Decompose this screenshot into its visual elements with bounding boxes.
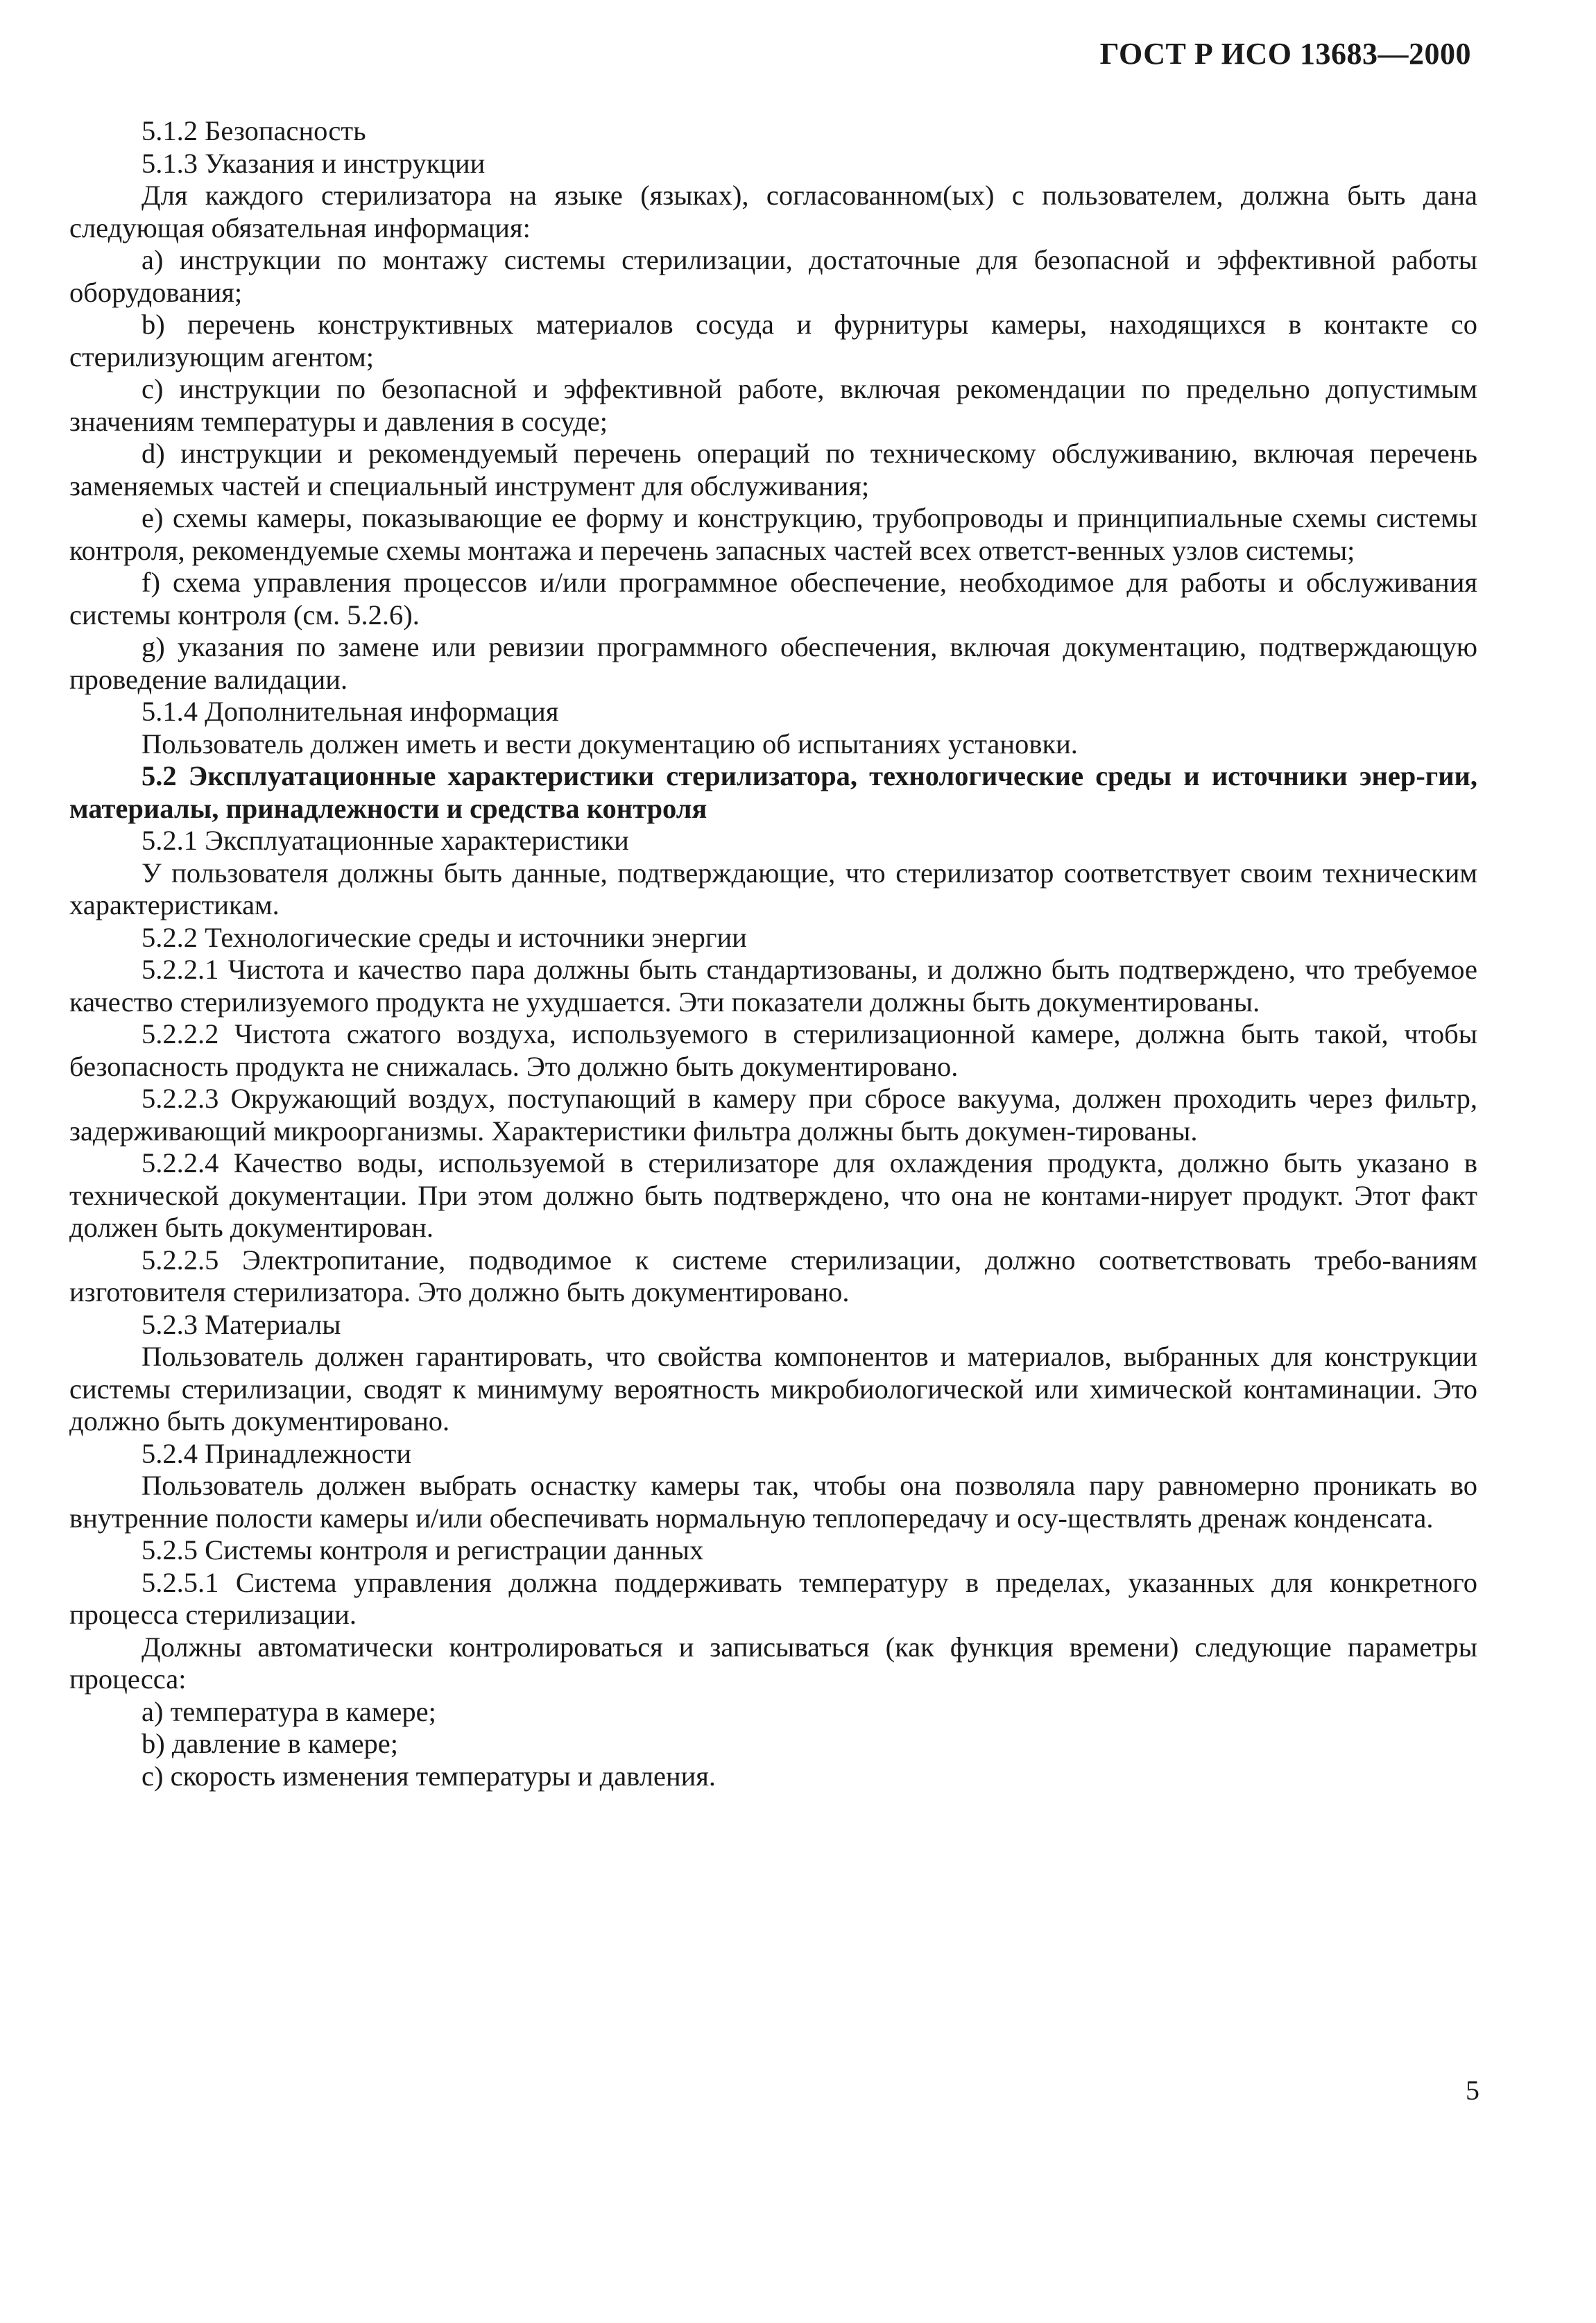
subsection-heading-safety: 5.1.2 Безопасность [141, 115, 366, 146]
subsection-heading-materials: 5.2.3 Материалы [141, 1308, 341, 1340]
clause-5-2-2-1: 5.2.2.1 Чистота и качество пара должны быть стандартизованы, и должно быть подтверждено, что требуемое качество стерилизуемого продукта не ухудшается. Эти показатели должны быть документированы. [69, 954, 1477, 1018]
subsection-heading-additional-info: 5.1.4 Дополнительная информация [141, 696, 559, 727]
clause-5-2-2-5: 5.2.2.5 Электропитание, подводимое к системе стерилизации, должно соответствовать требо-ваниям изготовителя стерилизатора. Это должно быть документировано. [69, 1244, 1477, 1308]
list-item-f: f) схема управления процессов и/или программное обеспечение, необходимое для работы и обслуживания системы контроля (см. 5.2.6). [69, 567, 1477, 631]
paragraph: Пользователь должен гарантировать, что свойства компонентов и материалов, выбранных для конструкции системы стерилизации, сводят к минимуму вероятность микробиологической или химической контаминации. Это должно быть документировано. [69, 1341, 1477, 1437]
list-item-d: d) инструкции и рекомендуемый перечень операций по техническому обслуживанию, включая перечень заменяемых частей и специальный инструмент для обслуживания; [69, 438, 1477, 502]
document-body [69, 115, 1477, 1792]
subsection-heading-accessories: 5.2.4 Принадлежности [141, 1437, 412, 1469]
clause-5-2-2-3: 5.2.2.3 Окружающий воздух, поступающий в камеру при сбросе вакуума, должен проходить через фильтр, задерживающий микроорганизмы. Характеристики фильтра должны быть докумен-тированы. [69, 1083, 1477, 1147]
subsection-heading-control-systems: 5.2.5 Системы контроля и регистрации данных [141, 1534, 704, 1566]
paragraph: Должны автоматически контролироваться и записываться (как функция времени) следующие параметры процесса: [69, 1631, 1477, 1695]
paragraph: Пользователь должен выбрать оснастку камеры так, чтобы она позволяла пару равномерно проникать во внутренние полости камеры и/или обеспечивать нормальную теплопередачу и осу-ществлять дренаж конденсата. [69, 1470, 1477, 1534]
clause-5-2-5-1: 5.2.5.1 Система управления должна поддерживать температуру в пределах, указанных для конкретного процесса стерилизации. [69, 1566, 1477, 1630]
list-item-b: b) давление в камере; [141, 1728, 399, 1759]
clause-5-2-2-2: 5.2.2.2 Чистота сжатого воздуха, используемого в стерилизационной камере, должна быть такой, чтобы безопасность продукта не снижалась. Это должно быть документировано. [69, 1018, 1477, 1082]
list-item-c: с) инструкции по безопасной и эффективной работе, включая рекомендации по предельно допустимым значениям температуры и давления в сосуде; [69, 373, 1477, 437]
subsection-heading-performance: 5.2.1 Эксплуатационные характеристики [141, 825, 629, 856]
list-item-b: b) перечень конструктивных материалов сосуда и фурнитуры камеры, находящихся в контакте со стерилизующим агентом; [69, 309, 1477, 372]
list-item-g: g) указания по замене или ревизии программного обеспечения, включая документацию, подтверждающую проведение валидации. [69, 631, 1477, 695]
subsection-heading-utilities: 5.2.2 Технологические среды и источники энергии [141, 921, 747, 953]
clause-5-2-2-4: 5.2.2.4 Качество воды, используемой в стерилизаторе для охлаждения продукта, должно быть указано в технической документации. При этом должно быть подтверждено, что она не контами-нирует продукт. Этот факт должен быть документирован. [69, 1147, 1477, 1243]
document-header: ГОСТ Р ИСО 13683—2000 [1099, 37, 1471, 71]
paragraph: У пользователя должны быть данные, подтверждающие, что стерилизатор соответствует своим техническим характеристикам. [69, 857, 1477, 920]
subsection-heading-instructions: 5.1.3 Указания и инструкции [141, 147, 486, 179]
page-number: 5 [1466, 2075, 1479, 2106]
list-item-c: с) скорость изменения температуры и давления. [141, 1760, 717, 1792]
section-heading-5-2: 5.2 Эксплуатационные характеристики стерилизатора, технологические среды и источники энер-гии, материалы, принадлежности и средства контроля [69, 760, 1477, 824]
paragraph: Для каждого стерилизатора на языке (языках), согласованном(ых) с пользователем, должна быть дана следующая обязательная информация: [69, 180, 1477, 243]
paragraph: Пользователь должен иметь и вести документацию об испытаниях установки. [141, 728, 1078, 760]
list-item-e: е) схемы камеры, показывающие ее форму и конструкцию, трубопроводы и принципиальные схемы системы контроля, рекомендуемые схемы монтажа и перечень запасных частей всех ответст-венных узлов системы; [69, 502, 1477, 566]
list-item-a: а) инструкции по монтажу системы стерилизации, достаточные для безопасной и эффективной работы оборудования; [69, 244, 1477, 308]
list-item-a: а) температура в камере; [141, 1695, 436, 1727]
